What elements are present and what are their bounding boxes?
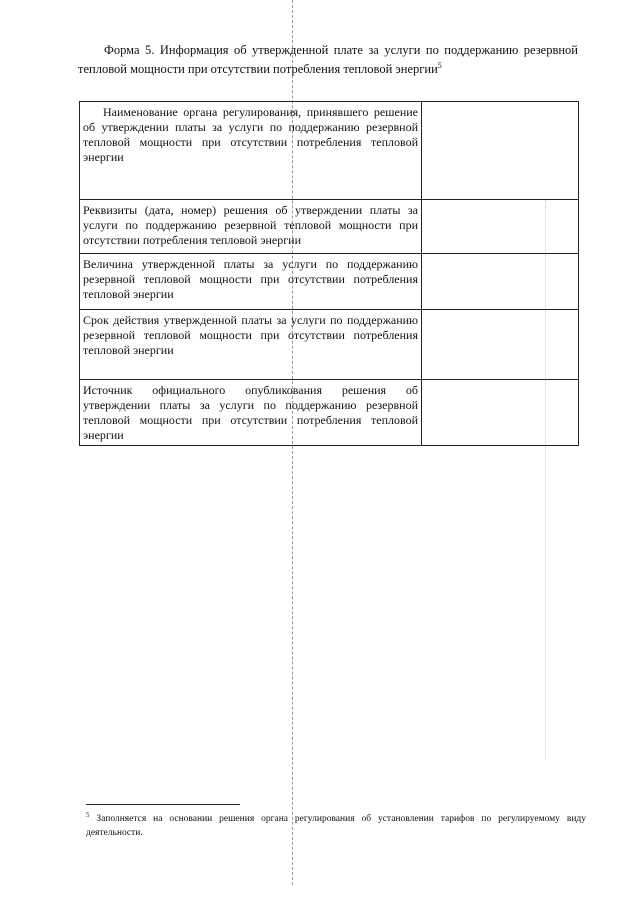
table-row [80,254,579,310]
row-value-fee-amount[interactable] [422,254,579,310]
footnote-divider [86,804,240,805]
row-label-requisites: Реквизиты (дата, номер) решения об утверждении платы за услуги по поддержанию резервной тепловой мощности при отсутствии потребления тепловой энергии [80,200,422,254]
form-title-text: Форма 5. Информация об утвержденной плате за услуги по поддержанию резервной тепловой мощности при отсутствии потребления тепловой энергии [78,43,578,77]
footnote-mark: 5 [86,811,90,819]
table-row [80,380,579,446]
footnote [86,808,586,840]
title-footnote-mark: 5 [437,61,442,70]
table-row [80,310,579,380]
row-label-regulator: Наименование органа регулирования, принявшего решение об утверждении платы за услуги по поддержанию резервной тепловой мощности при отсутствии потребления тепловой энергии [80,102,422,200]
row-label-publication-source: Источник официального опубликования решения об утверждении платы за услуги по поддержанию резервной тепловой мощности при отсутствии потребления тепловой энергии [80,380,422,446]
form-title [78,42,578,77]
row-value-requisites[interactable] [422,200,579,254]
table-row [80,200,579,254]
row-label-fee-amount: Величина утвержденной платы за услуги по поддержанию резервной тепловой мощности при отсутствии потребления тепловой энергии [80,254,422,310]
form-table [79,101,579,446]
row-value-validity-period[interactable] [422,310,579,380]
table-row [80,102,579,200]
row-value-publication-source[interactable] [422,380,579,446]
row-label-validity-period: Срок действия утвержденной платы за услуги по поддержанию резервной тепловой мощности при отсутствии потребления тепловой энергии [80,310,422,380]
footnote-text: Заполняется на основании решения органа регулирования об установлении тарифов по регулируемому виду деятельности. [86,814,586,839]
row-value-regulator[interactable] [422,102,579,200]
